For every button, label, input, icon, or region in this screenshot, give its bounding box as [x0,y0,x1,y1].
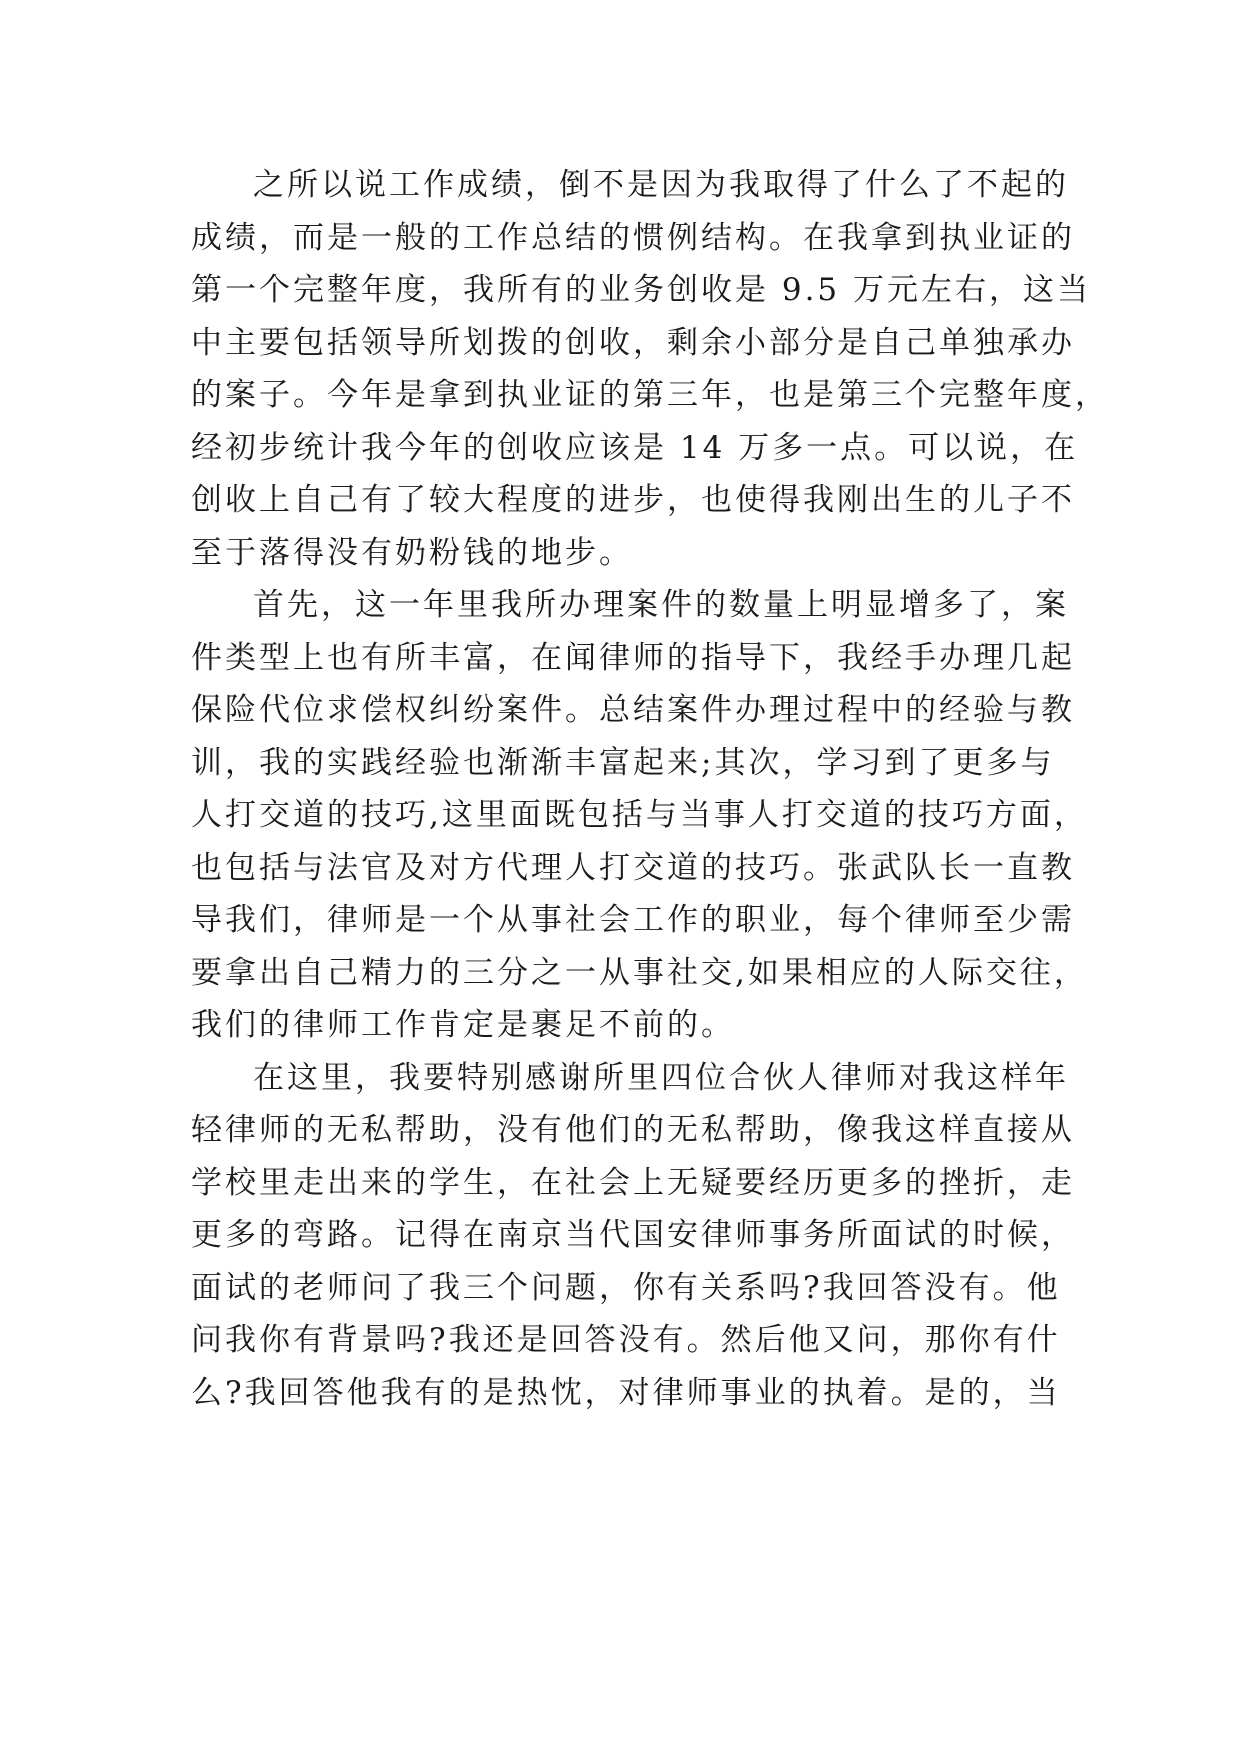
text-line: 创收上自己有了较大程度的进步，也使得我刚出生的儿子不 [191,482,1075,518]
text-line: 人打交道的技巧,这里面既包括与当事人打交道的技巧方面， [191,797,1088,833]
text-line: 么?我回答他我有的是热忱，对律师事业的执着。是的，当 [191,1374,1061,1411]
text-line: 也包括与法官及对方代理人打交道的技巧。张武队长一直教 [191,849,1075,886]
text-line: 的案子。今年是拿到执业证的第三年，也是第三个完整年度， [191,377,1109,413]
text-line: 第一个完整年度，我所有的业务创收是 9.5 万元左右，这当 [191,272,1092,308]
text-line: 中主要包括领导所划拨的创收，剩余小部分是自己单独承办 [191,324,1075,361]
text-line: 件类型上也有所丰富，在闻律师的指导下，我经手办理几起 [191,639,1075,676]
text-line: 成绩，而是一般的工作总结的惯例结构。在我拿到执业证的 [191,219,1075,256]
paragraph-2 [191,579,1088,1052]
paragraph-3 [191,1052,1075,1420]
text-line: 首先，这一年里我所办理案件的数量上明显增多了，案 [253,587,1069,623]
body-text [191,159,1109,1419]
text-line: 在这里，我要特别感谢所里四位合伙人律师对我这样年 [253,1059,1069,1096]
text-line: 我们的律师工作肯定是裹足不前的。 [191,1007,735,1043]
text-line: 保险代位求偿权纠纷案件。总结案件办理过程中的经验与教 [191,692,1075,728]
text-line: 问我你有背景吗?我还是回答没有。然后他又问，那你有什 [191,1322,1061,1358]
text-line: 之所以说工作成绩，倒不是因为我取得了什么了不起的 [253,167,1069,203]
text-line: 轻律师的无私帮助，没有他们的无私帮助，像我这样直接从 [191,1112,1075,1148]
text-line: 学校里走出来的学生，在社会上无疑要经历更多的挫折，走 [191,1164,1075,1201]
paragraph-1 [191,159,1109,579]
text-line: 面试的老师问了我三个问题，你有关系吗?我回答没有。他 [191,1269,1061,1306]
text-line: 训，我的实践经验也渐渐丰富起来;其次，学习到了更多与 [191,744,1055,781]
text-line: 导我们，律师是一个从事社会工作的职业，每个律师至少需 [191,902,1075,938]
text-line: 更多的弯路。记得在南京当代国安律师事务所面试的时候， [191,1217,1075,1253]
text-line: 要拿出自己精力的三分之一从事社交,如果相应的人际交往， [191,954,1088,991]
text-line: 经初步统计我今年的创收应该是 14 万多一点。可以说，在 [191,429,1079,466]
text-line: 至于落得没有奶粉钱的地步。 [191,534,633,571]
